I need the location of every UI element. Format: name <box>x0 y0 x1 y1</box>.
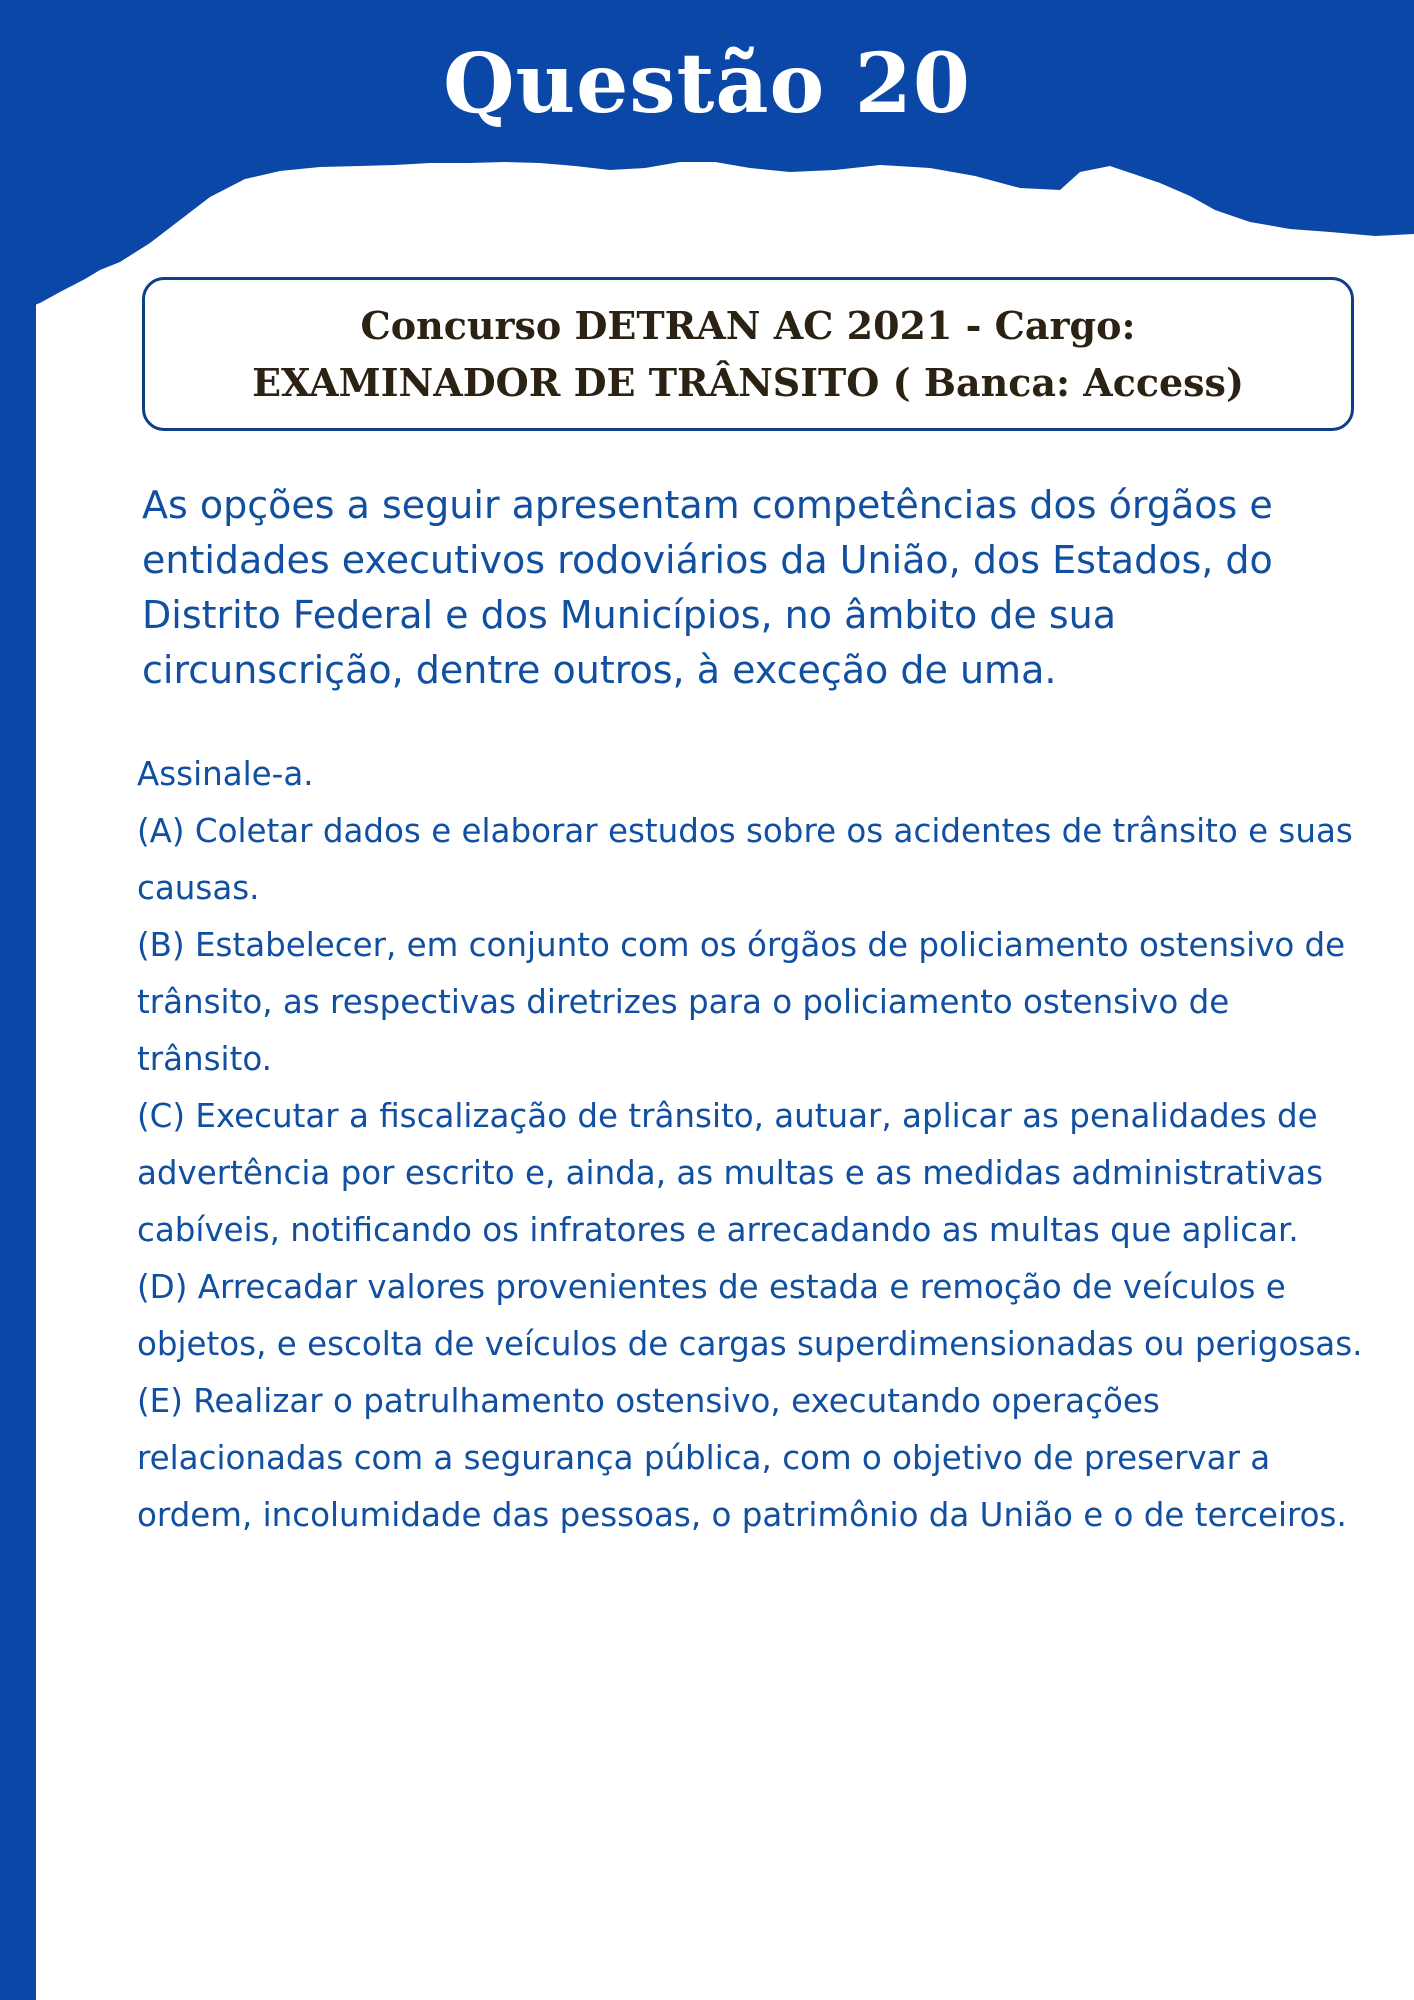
option-e: (E) Realizar o patrulhamento ostensivo, executando operações relacionadas com a segurança pública, com o objetivo de preservar a ordem, incolumidade das pessoas, o patrimônio da União e o de terceiros. <box>137 1382 1347 1534</box>
options-list <box>137 746 1367 1544</box>
option-c: (C) Executar a fiscalização de trânsito, autuar, aplicar as penalidades de advertência por escrito e, ainda, as multas e as medidas administrativas cabíveis, notificando os infratores e arrecadando as multas que aplicar. <box>137 1097 1324 1249</box>
option-a: (A) Coletar dados e elaborar estudos sobre os acidentes de trânsito e suas causas. <box>137 812 1353 907</box>
exam-info-box <box>142 277 1354 431</box>
instruction-text: Assinale-a. <box>137 755 314 793</box>
page-title: Questão 20 <box>443 36 971 132</box>
option-d: (D) Arrecadar valores provenientes de estada e remoção de veículos e objetos, e escolta de veículos de cargas superdimensionadas ou perigosas. <box>137 1268 1363 1363</box>
option-b: (B) Estabelecer, em conjunto com os órgãos de policiamento ostensivo de trânsito, as respectivas diretrizes para o policiamento ostensivo de trânsito. <box>137 926 1346 1078</box>
exam-info-line-2: EXAMINADOR DE TRÂNSITO ( Banca: Access) <box>252 360 1244 405</box>
question-text: As opções a seguir apresentam competências dos órgãos e entidades executivos rodoviários da União, dos Estados, do Distrito Federal e dos Municípios, no âmbito de sua circunscrição, dentre outros, à exceção de uma. <box>142 483 1273 692</box>
exam-info-line-1: Concurso DETRAN AC 2021 - Cargo: <box>360 303 1136 348</box>
